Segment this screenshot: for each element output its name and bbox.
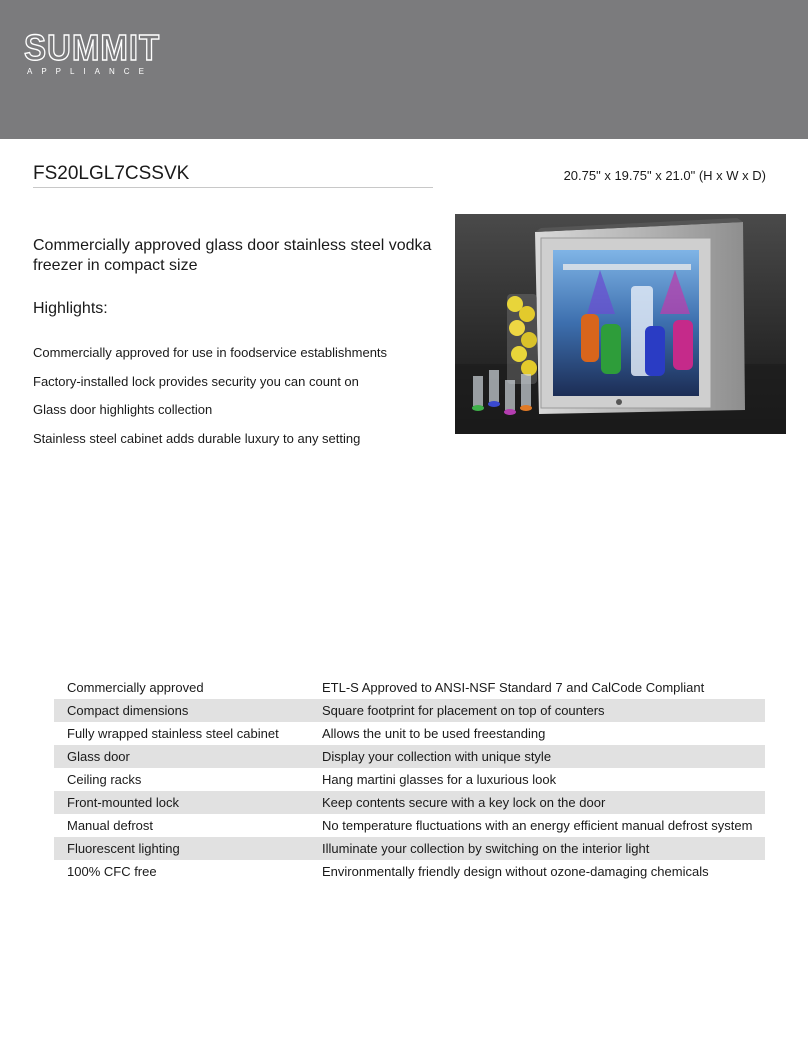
highlight-item: Stainless steel cabinet adds durable luxury to any setting xyxy=(33,430,361,446)
model-number: FS20LGL7CSSVK xyxy=(33,163,190,184)
feature-name: 100% CFC free xyxy=(67,864,157,879)
feature-name: Ceiling racks xyxy=(67,772,142,787)
summit-logo xyxy=(24,28,160,80)
highlights-list xyxy=(33,345,387,459)
product-photo xyxy=(455,214,786,434)
feature-description: Illuminate your collection by switching on the interior light xyxy=(322,837,765,860)
product-dimensions: 20.75" x 19.75" x 21.0" (H x W x D) xyxy=(563,168,766,183)
table-row xyxy=(54,699,765,722)
feature-description: Allows the unit to be used freestanding xyxy=(322,726,546,741)
feature-name: Compact dimensions xyxy=(54,699,322,722)
feature-name: Commercially approved xyxy=(67,680,204,695)
table-row xyxy=(54,722,765,745)
features-table xyxy=(54,676,765,883)
feature-name: Glass door xyxy=(54,745,322,768)
table-row xyxy=(54,676,765,699)
title-divider xyxy=(33,187,433,188)
feature-description: ETL-S Approved to ANSI-NSF Standard 7 and CalCode Compliant xyxy=(322,680,705,695)
table-row xyxy=(54,768,765,791)
feature-description: Environmentally friendly design without ozone-damaging chemicals xyxy=(322,864,709,879)
feature-name: Front-mounted lock xyxy=(54,791,322,814)
logo-subtitle: APPLIANCE xyxy=(27,67,153,76)
feature-description: Square footprint for placement on top of counters xyxy=(322,699,765,722)
table-row xyxy=(54,745,765,768)
feature-description: Hang martini glasses for a luxurious look xyxy=(322,772,557,787)
highlight-item: Commercially approved for use in foodservice establishments xyxy=(33,345,388,360)
highlight-item: Glass door highlights collection xyxy=(33,402,213,417)
highlight-item: Factory-installed lock provides security you can count on xyxy=(33,373,359,389)
table-row xyxy=(54,860,765,883)
feature-description: No temperature fluctuations with an energy efficient manual defrost system xyxy=(322,818,753,833)
feature-name: Manual defrost xyxy=(67,818,153,833)
table-row xyxy=(54,837,765,860)
table-row xyxy=(54,814,765,837)
highlights-title: Highlights: xyxy=(33,300,108,317)
feature-name: Fully wrapped stainless steel cabinet xyxy=(67,726,279,741)
product-headline: Commercially approved glass door stainless steel vodka freezer in compact size xyxy=(33,237,432,274)
logo-wordmark: SUMMIT xyxy=(24,27,161,68)
header-banner xyxy=(0,0,808,139)
feature-description: Display your collection with unique style xyxy=(322,745,765,768)
feature-description: Keep contents secure with a key lock on the door xyxy=(322,791,765,814)
table-row xyxy=(54,791,765,814)
feature-name: Fluorescent lighting xyxy=(54,837,322,860)
